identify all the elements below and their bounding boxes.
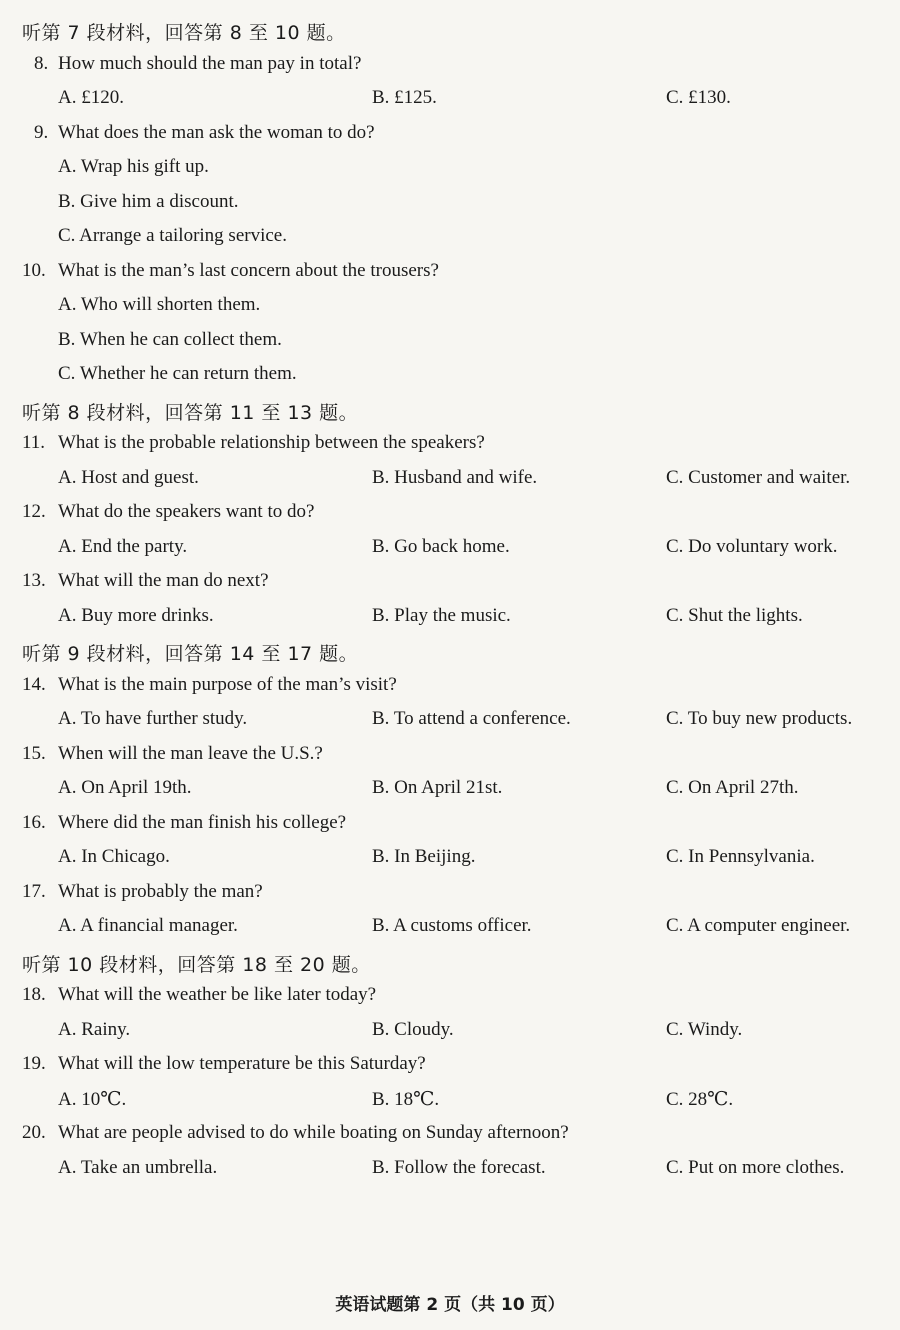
question-number: 9. [34, 121, 49, 143]
option-b: B. In Beijing. [372, 846, 476, 867]
option-b: B. Go back home. [372, 535, 510, 557]
question-text: What is the main purpose of the man’s visit? [58, 673, 397, 695]
question-line [0, 501, 900, 535]
option-a: A. On April 19th. [58, 777, 192, 798]
question-line [0, 812, 900, 846]
options-row [0, 846, 900, 880]
question-text: Where did the man finish his college? [58, 811, 347, 833]
section-heading: 听第 7 段材料，回答第 8 至 10 题。 [22, 22, 346, 44]
options-row [0, 777, 900, 811]
question-text: What is the probable relationship between the speakers? [58, 432, 485, 453]
option-b: B. A customs officer. [372, 915, 532, 936]
question-text: What is probably the man? [58, 880, 263, 902]
option-a [0, 156, 900, 190]
option-text: C. Arrange a tailoring service. [58, 225, 287, 246]
section-heading: 听第 9 段材料，回答第 14 至 17 题。 [22, 643, 359, 665]
question-number: 10. [22, 259, 46, 281]
option-a [0, 294, 900, 328]
option-a: A. Rainy. [58, 1018, 131, 1040]
question-number: 15. [22, 742, 46, 764]
option-c: C. On April 27th. [666, 777, 799, 798]
option-b: B. £125. [372, 87, 437, 108]
option-a: A. Take an umbrella. [58, 1156, 218, 1178]
option-b: B. Husband and wife. [372, 466, 538, 488]
option-text: B. When he can collect them. [58, 328, 282, 350]
options-row [0, 1019, 900, 1053]
question-number: 19. [22, 1053, 46, 1074]
question-line [0, 570, 900, 604]
section-heading: 听第 8 段材料，回答第 11 至 13 题。 [22, 401, 359, 424]
question-text: What are people advised to do while boating on Sunday afternoon? [58, 1122, 569, 1143]
question-text: What does the man ask the woman to do? [58, 121, 375, 143]
question-number: 16. [22, 811, 46, 833]
question-line [0, 53, 900, 87]
option-a: A. To have further study. [58, 708, 248, 729]
question-number: 17. [22, 880, 46, 902]
question-line [0, 1122, 900, 1156]
option-c: C. In Pennsylvania. [666, 846, 815, 867]
question-line [0, 432, 900, 466]
option-c: C. A computer engineer. [666, 915, 851, 936]
options-row [0, 1157, 900, 1191]
option-b: B. Follow the forecast. [372, 1156, 546, 1178]
question-number: 14. [22, 673, 46, 695]
option-b: B. 18℃. [372, 1088, 440, 1110]
question-line [0, 260, 900, 294]
question-text: What is the man’s last concern about the trousers? [58, 259, 439, 281]
option-b: B. To attend a conference. [372, 708, 571, 729]
options-row [0, 605, 900, 639]
option-c [0, 225, 900, 259]
question-text: When will the man leave the U.S.? [58, 742, 323, 764]
question-number: 18. [22, 984, 46, 1005]
question-text: What will the weather be like later today? [58, 984, 377, 1005]
option-b: B. Cloudy. [372, 1018, 454, 1040]
option-text: B. Give him a discount. [58, 190, 239, 212]
option-c: C. Do voluntary work. [666, 535, 838, 557]
question-line [0, 743, 900, 777]
option-a: A. A financial manager. [58, 915, 238, 936]
option-a: A. £120. [58, 87, 124, 108]
question-line [0, 1053, 900, 1087]
option-c: C. £130. [666, 87, 731, 108]
options-row [0, 467, 900, 501]
option-c: C. Windy. [666, 1018, 743, 1040]
option-b: B. On April 21st. [372, 777, 503, 798]
options-row [0, 87, 900, 121]
page-footer: 英语试题第 2 页（共 10 页） [335, 1295, 565, 1315]
option-c: C. 28℃. [666, 1088, 734, 1110]
option-c: C. Shut the lights. [666, 604, 803, 626]
question-number: 11. [22, 432, 46, 453]
option-c: C. Customer and waiter. [666, 466, 851, 488]
question-number: 13. [22, 570, 46, 591]
option-text: A. Wrap his gift up. [58, 156, 209, 177]
question-line [0, 984, 900, 1018]
question-text: What do the speakers want to do? [58, 501, 315, 522]
options-row [0, 536, 900, 570]
option-a: A. Buy more drinks. [58, 604, 214, 626]
question-number: 20. [22, 1122, 46, 1143]
option-text: C. Whether he can return them. [58, 363, 297, 384]
option-a: A. Host and guest. [58, 466, 199, 488]
section-heading: 听第 10 段材料，回答第 18 至 20 题。 [22, 953, 371, 976]
question-line [0, 881, 900, 915]
question-line [0, 122, 900, 156]
option-text: A. Who will shorten them. [58, 294, 261, 315]
option-a: A. In Chicago. [58, 846, 170, 867]
option-c: C. Put on more clothes. [666, 1156, 845, 1178]
option-c: C. To buy new products. [666, 708, 853, 729]
question-number: 12. [22, 501, 46, 522]
options-row [0, 708, 900, 742]
option-a: A. End the party. [58, 535, 188, 557]
option-a: A. 10℃. [58, 1088, 127, 1110]
question-text: What will the low temperature be this Saturday? [58, 1053, 426, 1074]
question-line [0, 674, 900, 708]
options-row [0, 915, 900, 949]
option-b: B. Play the music. [372, 604, 511, 626]
option-b [0, 329, 900, 363]
question-text: How much should the man pay in total? [58, 52, 362, 74]
options-row [0, 1088, 900, 1122]
question-text: What will the man do next? [58, 570, 269, 591]
option-c [0, 363, 900, 397]
option-b [0, 191, 900, 225]
question-number: 8. [34, 52, 49, 74]
